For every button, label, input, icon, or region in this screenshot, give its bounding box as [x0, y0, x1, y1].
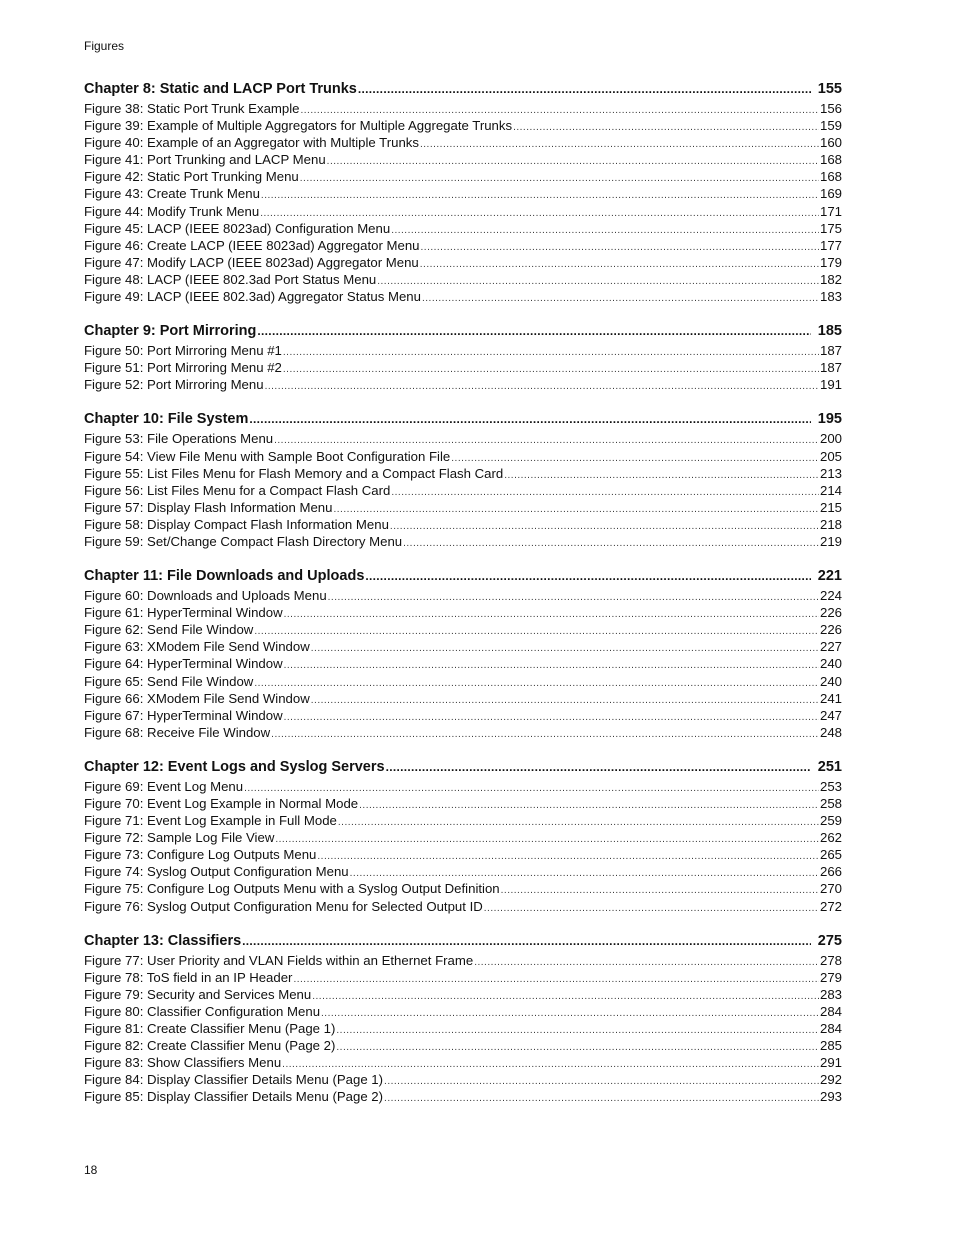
dot-leader — [422, 288, 819, 305]
figure-page-number: 160 — [819, 135, 842, 151]
dot-leader — [421, 237, 819, 254]
figure-title: Figure 60: Downloads and Uploads Menu — [84, 588, 327, 604]
figure-title: Figure 66: XModem File Send Window — [84, 690, 310, 706]
figure-title: Figure 52: Port Mirroring Menu — [84, 377, 264, 393]
figure-title: Figure 74: Syslog Output Configuration Menu — [84, 864, 349, 880]
dot-leader — [420, 134, 819, 151]
figure-page-number: 215 — [819, 499, 842, 515]
dot-leader — [377, 271, 819, 288]
figure-entry[interactable] — [84, 100, 842, 117]
chapter-title: Chapter 11: File Downloads and Uploads — [84, 568, 365, 585]
dot-leader — [386, 757, 811, 778]
figure-page-number: 156 — [819, 101, 842, 116]
figure-entry[interactable] — [84, 168, 842, 185]
figure-page-number: 168 — [819, 152, 842, 168]
figure-page-number: 272 — [819, 898, 842, 914]
chapter-entry[interactable] — [84, 566, 842, 587]
figure-entry[interactable] — [84, 952, 842, 969]
dot-leader — [336, 1037, 819, 1054]
figure-title: Figure 68: Receive File Window — [84, 724, 271, 740]
chapter-title: Chapter 12: Event Logs and Syslog Servers — [84, 758, 385, 775]
figure-entry[interactable] — [84, 707, 842, 724]
chapter-section — [84, 79, 842, 305]
figure-page-number: 224 — [819, 588, 842, 604]
figure-title: Figure 42: Static Port Trunking Menu — [84, 169, 299, 185]
figure-entry[interactable] — [84, 220, 842, 237]
dot-leader — [390, 516, 819, 533]
dot-leader — [504, 465, 819, 482]
figure-title: Figure 78: ToS field in an IP Header — [84, 969, 293, 985]
figure-entry[interactable] — [84, 829, 842, 846]
figure-title: Figure 85: Display Classifier Details Menu (Page 2) — [84, 1089, 384, 1105]
figure-entry[interactable] — [84, 795, 842, 812]
figure-entry[interactable] — [84, 724, 842, 741]
chapter-page-number: 251 — [817, 758, 842, 775]
figure-entry[interactable] — [84, 812, 842, 829]
dot-leader — [284, 604, 819, 621]
chapter-section — [84, 931, 842, 1106]
page-number: 18 — [84, 1163, 98, 1177]
chapter-title: Chapter 9: Port Mirroring — [84, 323, 257, 340]
figure-page-number: 283 — [819, 986, 842, 1002]
figure-entry[interactable] — [84, 863, 842, 880]
figure-title: Figure 81: Create Classifier Menu (Page 1) — [84, 1021, 336, 1037]
dot-leader — [293, 969, 819, 986]
chapter-page-number: 221 — [817, 568, 842, 585]
dot-leader — [358, 79, 811, 100]
figure-page-number: 226 — [819, 605, 842, 621]
figure-title: Figure 75: Configure Log Outputs Menu with a Syslog Output Definition — [84, 881, 500, 897]
figure-title: Figure 83: Show Classifiers Menu — [84, 1055, 282, 1071]
figure-entry[interactable] — [84, 271, 842, 288]
dot-leader — [328, 587, 819, 604]
figure-entry[interactable] — [84, 587, 842, 604]
figure-title: Figure 77: User Priority and VLAN Fields within an Ethernet Frame — [84, 952, 474, 968]
figure-entry[interactable] — [84, 533, 842, 550]
figure-page-number: 291 — [819, 1055, 842, 1071]
figure-page-number: 293 — [819, 1089, 842, 1105]
figure-page-number: 219 — [819, 533, 842, 549]
figure-title: Figure 70: Event Log Example in Normal Mode — [84, 796, 359, 811]
figure-page-number: 285 — [819, 1038, 842, 1054]
figure-page-number: 248 — [819, 724, 842, 740]
dot-leader — [333, 499, 819, 516]
figure-page-number: 175 — [819, 220, 842, 236]
figure-title: Figure 67: HyperTerminal Window — [84, 707, 283, 723]
figure-entry[interactable] — [84, 880, 842, 897]
figure-page-number: 191 — [819, 377, 842, 393]
figure-page-number: 284 — [819, 1003, 842, 1019]
dot-leader — [311, 638, 819, 655]
chapter-section — [84, 321, 842, 393]
chapter-title: Chapter 8: Static and LACP Port Trunks — [84, 81, 357, 97]
figure-entry[interactable] — [84, 342, 842, 359]
figure-entry[interactable] — [84, 846, 842, 863]
figure-title: Figure 55: List Files Menu for Flash Memory and a Compact Flash Card — [84, 465, 504, 481]
dot-leader — [283, 359, 819, 376]
figure-page-number: 213 — [819, 465, 842, 481]
figure-entry[interactable] — [84, 151, 842, 168]
chapter-entry[interactable] — [84, 931, 842, 952]
figure-entry[interactable] — [84, 237, 842, 254]
chapter-title: Chapter 13: Classifiers — [84, 932, 242, 949]
dot-leader — [391, 482, 819, 499]
chapter-entry[interactable] — [84, 409, 842, 430]
figure-title: Figure 50: Port Mirroring Menu #1 — [84, 343, 282, 359]
dot-leader — [274, 430, 819, 447]
chapter-page-number: 195 — [817, 411, 842, 428]
figure-entry[interactable] — [84, 1054, 842, 1071]
figure-page-number: 247 — [819, 707, 842, 723]
figure-page-number: 240 — [819, 656, 842, 672]
dot-leader — [321, 1003, 819, 1020]
dot-leader — [254, 673, 819, 690]
figure-entry[interactable] — [84, 465, 842, 482]
dot-leader — [338, 812, 819, 829]
dot-leader — [261, 185, 819, 202]
chapter-section — [84, 566, 842, 741]
figure-entry[interactable] — [84, 673, 842, 690]
dot-leader — [384, 1088, 819, 1105]
figure-title: Figure 53: File Operations Menu — [84, 431, 274, 447]
figure-page-number: 265 — [819, 847, 842, 863]
dot-leader — [275, 829, 819, 846]
figure-entry[interactable] — [84, 638, 842, 655]
chapter-page-number: 185 — [817, 323, 842, 340]
dot-leader — [311, 690, 819, 707]
figure-page-number: 278 — [819, 952, 842, 968]
figure-title: Figure 80: Classifier Configuration Menu — [84, 1003, 321, 1019]
figure-entry[interactable] — [84, 203, 842, 220]
dot-leader — [283, 342, 819, 359]
dot-leader — [474, 952, 819, 969]
figure-title: Figure 49: LACP (IEEE 802.3ad) Aggregator Status Menu — [84, 289, 421, 305]
figure-entry[interactable] — [84, 134, 842, 151]
dot-leader — [501, 880, 819, 897]
figure-title: Figure 40: Example of an Aggregator with Multiple Trunks — [84, 135, 419, 151]
figure-title: Figure 56: List Files Menu for a Compact Flash Card — [84, 482, 391, 498]
chapter-title: Chapter 10: File System — [84, 411, 249, 428]
figure-page-number: 177 — [819, 237, 842, 253]
dot-leader — [336, 1020, 819, 1037]
figure-title: Figure 59: Set/Change Compact Flash Directory Menu — [84, 533, 403, 549]
dot-leader — [420, 254, 819, 271]
chapter-section — [84, 757, 842, 915]
dot-leader — [317, 846, 819, 863]
figure-entry[interactable] — [84, 690, 842, 707]
figure-page-number: 270 — [819, 881, 842, 897]
figure-title: Figure 41: Port Trunking and LACP Menu — [84, 152, 326, 168]
figure-page-number: 292 — [819, 1072, 842, 1088]
figure-title: Figure 82: Create Classifier Menu (Page 2) — [84, 1038, 336, 1054]
dot-leader — [257, 321, 810, 342]
figure-page-number: 266 — [819, 864, 842, 880]
figure-entry[interactable] — [84, 986, 842, 1003]
figure-title: Figure 76: Syslog Output Configuration Menu for Selected Output ID — [84, 898, 483, 914]
chapter-page-number: 155 — [817, 81, 842, 97]
dot-leader — [254, 621, 819, 638]
dot-leader — [484, 898, 819, 915]
figure-title: Figure 72: Sample Log File View — [84, 830, 275, 846]
figure-entry[interactable] — [84, 1071, 842, 1088]
figure-title: Figure 61: HyperTerminal Window — [84, 605, 283, 621]
dot-leader — [260, 203, 819, 220]
dot-leader — [282, 1054, 819, 1071]
chapter-entry[interactable] — [84, 321, 842, 342]
figure-title: Figure 64: HyperTerminal Window — [84, 656, 283, 672]
figure-page-number: 187 — [819, 343, 842, 359]
dot-leader — [284, 707, 819, 724]
figure-page-number: 182 — [819, 271, 842, 287]
figure-page-number: 218 — [819, 516, 842, 532]
figure-page-number: 226 — [819, 622, 842, 638]
figure-page-number: 171 — [819, 203, 842, 219]
figure-entry[interactable] — [84, 898, 842, 915]
figure-page-number: 169 — [819, 186, 842, 202]
chapter-entry[interactable] — [84, 757, 842, 778]
dot-leader — [284, 655, 819, 672]
dot-leader — [350, 863, 819, 880]
figure-page-number: 262 — [819, 830, 842, 846]
figure-entry[interactable] — [84, 254, 842, 271]
figure-title: Figure 39: Example of Multiple Aggregators for Multiple Aggregate Trunks — [84, 118, 513, 134]
figure-page-number: 240 — [819, 673, 842, 689]
figure-entry[interactable] — [84, 621, 842, 638]
figure-page-number: 187 — [819, 360, 842, 376]
running-header: Figures — [84, 39, 125, 53]
figure-page-number: 179 — [819, 254, 842, 270]
figure-entry[interactable] — [84, 448, 842, 465]
figure-entry[interactable] — [84, 778, 842, 795]
figure-entry[interactable] — [84, 359, 842, 376]
dot-leader — [301, 100, 819, 117]
figure-entry[interactable] — [84, 499, 842, 516]
figure-entry[interactable] — [84, 1020, 842, 1037]
chapter-entry[interactable] — [84, 79, 842, 100]
figure-title: Figure 45: LACP (IEEE 8023ad) Configuration Menu — [84, 220, 391, 236]
figure-page-number: 159 — [819, 118, 842, 134]
dot-leader — [365, 566, 810, 587]
dot-leader — [391, 220, 819, 237]
figure-entry[interactable] — [84, 482, 842, 499]
figure-entry[interactable] — [84, 1003, 842, 1020]
figure-page-number: 258 — [819, 796, 842, 811]
figure-title: Figure 46: Create LACP (IEEE 8023ad) Aggregator Menu — [84, 237, 420, 253]
dot-leader — [271, 724, 819, 741]
table-of-figures — [84, 79, 842, 1122]
figure-entry[interactable] — [84, 430, 842, 447]
figure-entry[interactable] — [84, 1088, 842, 1105]
dot-leader — [384, 1071, 819, 1088]
figure-title: Figure 73: Configure Log Outputs Menu — [84, 847, 317, 863]
figure-page-number: 205 — [819, 448, 842, 464]
dot-leader — [300, 168, 819, 185]
figure-entry[interactable] — [84, 604, 842, 621]
figure-title: Figure 48: LACP (IEEE 802.3ad Port Status Menu — [84, 271, 377, 287]
dot-leader — [265, 376, 819, 393]
dot-leader — [403, 533, 819, 550]
figure-entry[interactable] — [84, 185, 842, 202]
figure-page-number: 183 — [819, 289, 842, 305]
figure-title: Figure 44: Modify Trunk Menu — [84, 203, 260, 219]
figure-entry[interactable] — [84, 117, 842, 134]
figure-page-number: 253 — [819, 778, 842, 794]
figure-entry[interactable] — [84, 288, 842, 305]
dot-leader — [242, 931, 811, 952]
dot-leader — [513, 117, 819, 134]
figure-page-number: 284 — [819, 1021, 842, 1037]
figure-page-number: 279 — [819, 969, 842, 985]
chapter-section — [84, 409, 842, 550]
dot-leader — [249, 409, 810, 430]
dot-leader — [244, 778, 819, 795]
figure-title: Figure 57: Display Flash Information Menu — [84, 499, 333, 515]
figure-title: Figure 47: Modify LACP (IEEE 8023ad) Aggregator Menu — [84, 254, 419, 270]
figure-entry[interactable] — [84, 516, 842, 533]
figure-page-number: 214 — [819, 482, 842, 498]
figure-entry[interactable] — [84, 1037, 842, 1054]
figure-page-number: 168 — [819, 169, 842, 185]
figure-title: Figure 51: Port Mirroring Menu #2 — [84, 360, 282, 376]
figure-title: Figure 43: Create Trunk Menu — [84, 186, 260, 202]
dot-leader — [312, 986, 819, 1003]
figure-page-number: 200 — [819, 431, 842, 447]
figure-title: Figure 63: XModem File Send Window — [84, 639, 310, 655]
figure-title: Figure 71: Event Log Example in Full Mode — [84, 813, 337, 829]
figure-entry[interactable] — [84, 655, 842, 672]
dot-leader — [359, 795, 819, 812]
figure-entry[interactable] — [84, 376, 842, 393]
figure-title: Figure 54: View File Menu with Sample Boot Configuration File — [84, 448, 451, 464]
figure-title: Figure 65: Send File Window — [84, 673, 254, 689]
figure-page-number: 259 — [819, 813, 842, 829]
dot-leader — [327, 151, 819, 168]
figure-title: Figure 84: Display Classifier Details Menu (Page 1) — [84, 1072, 384, 1088]
chapter-page-number: 275 — [817, 932, 842, 949]
figure-title: Figure 79: Security and Services Menu — [84, 986, 312, 1002]
figure-page-number: 241 — [819, 690, 842, 706]
dot-leader — [451, 448, 819, 465]
figure-entry[interactable] — [84, 969, 842, 986]
figure-page-number: 227 — [819, 639, 842, 655]
figure-title: Figure 69: Event Log Menu — [84, 778, 244, 794]
figure-title: Figure 38: Static Port Trunk Example — [84, 101, 300, 116]
figure-title: Figure 58: Display Compact Flash Information Menu — [84, 516, 389, 532]
figure-title: Figure 62: Send File Window — [84, 622, 254, 638]
